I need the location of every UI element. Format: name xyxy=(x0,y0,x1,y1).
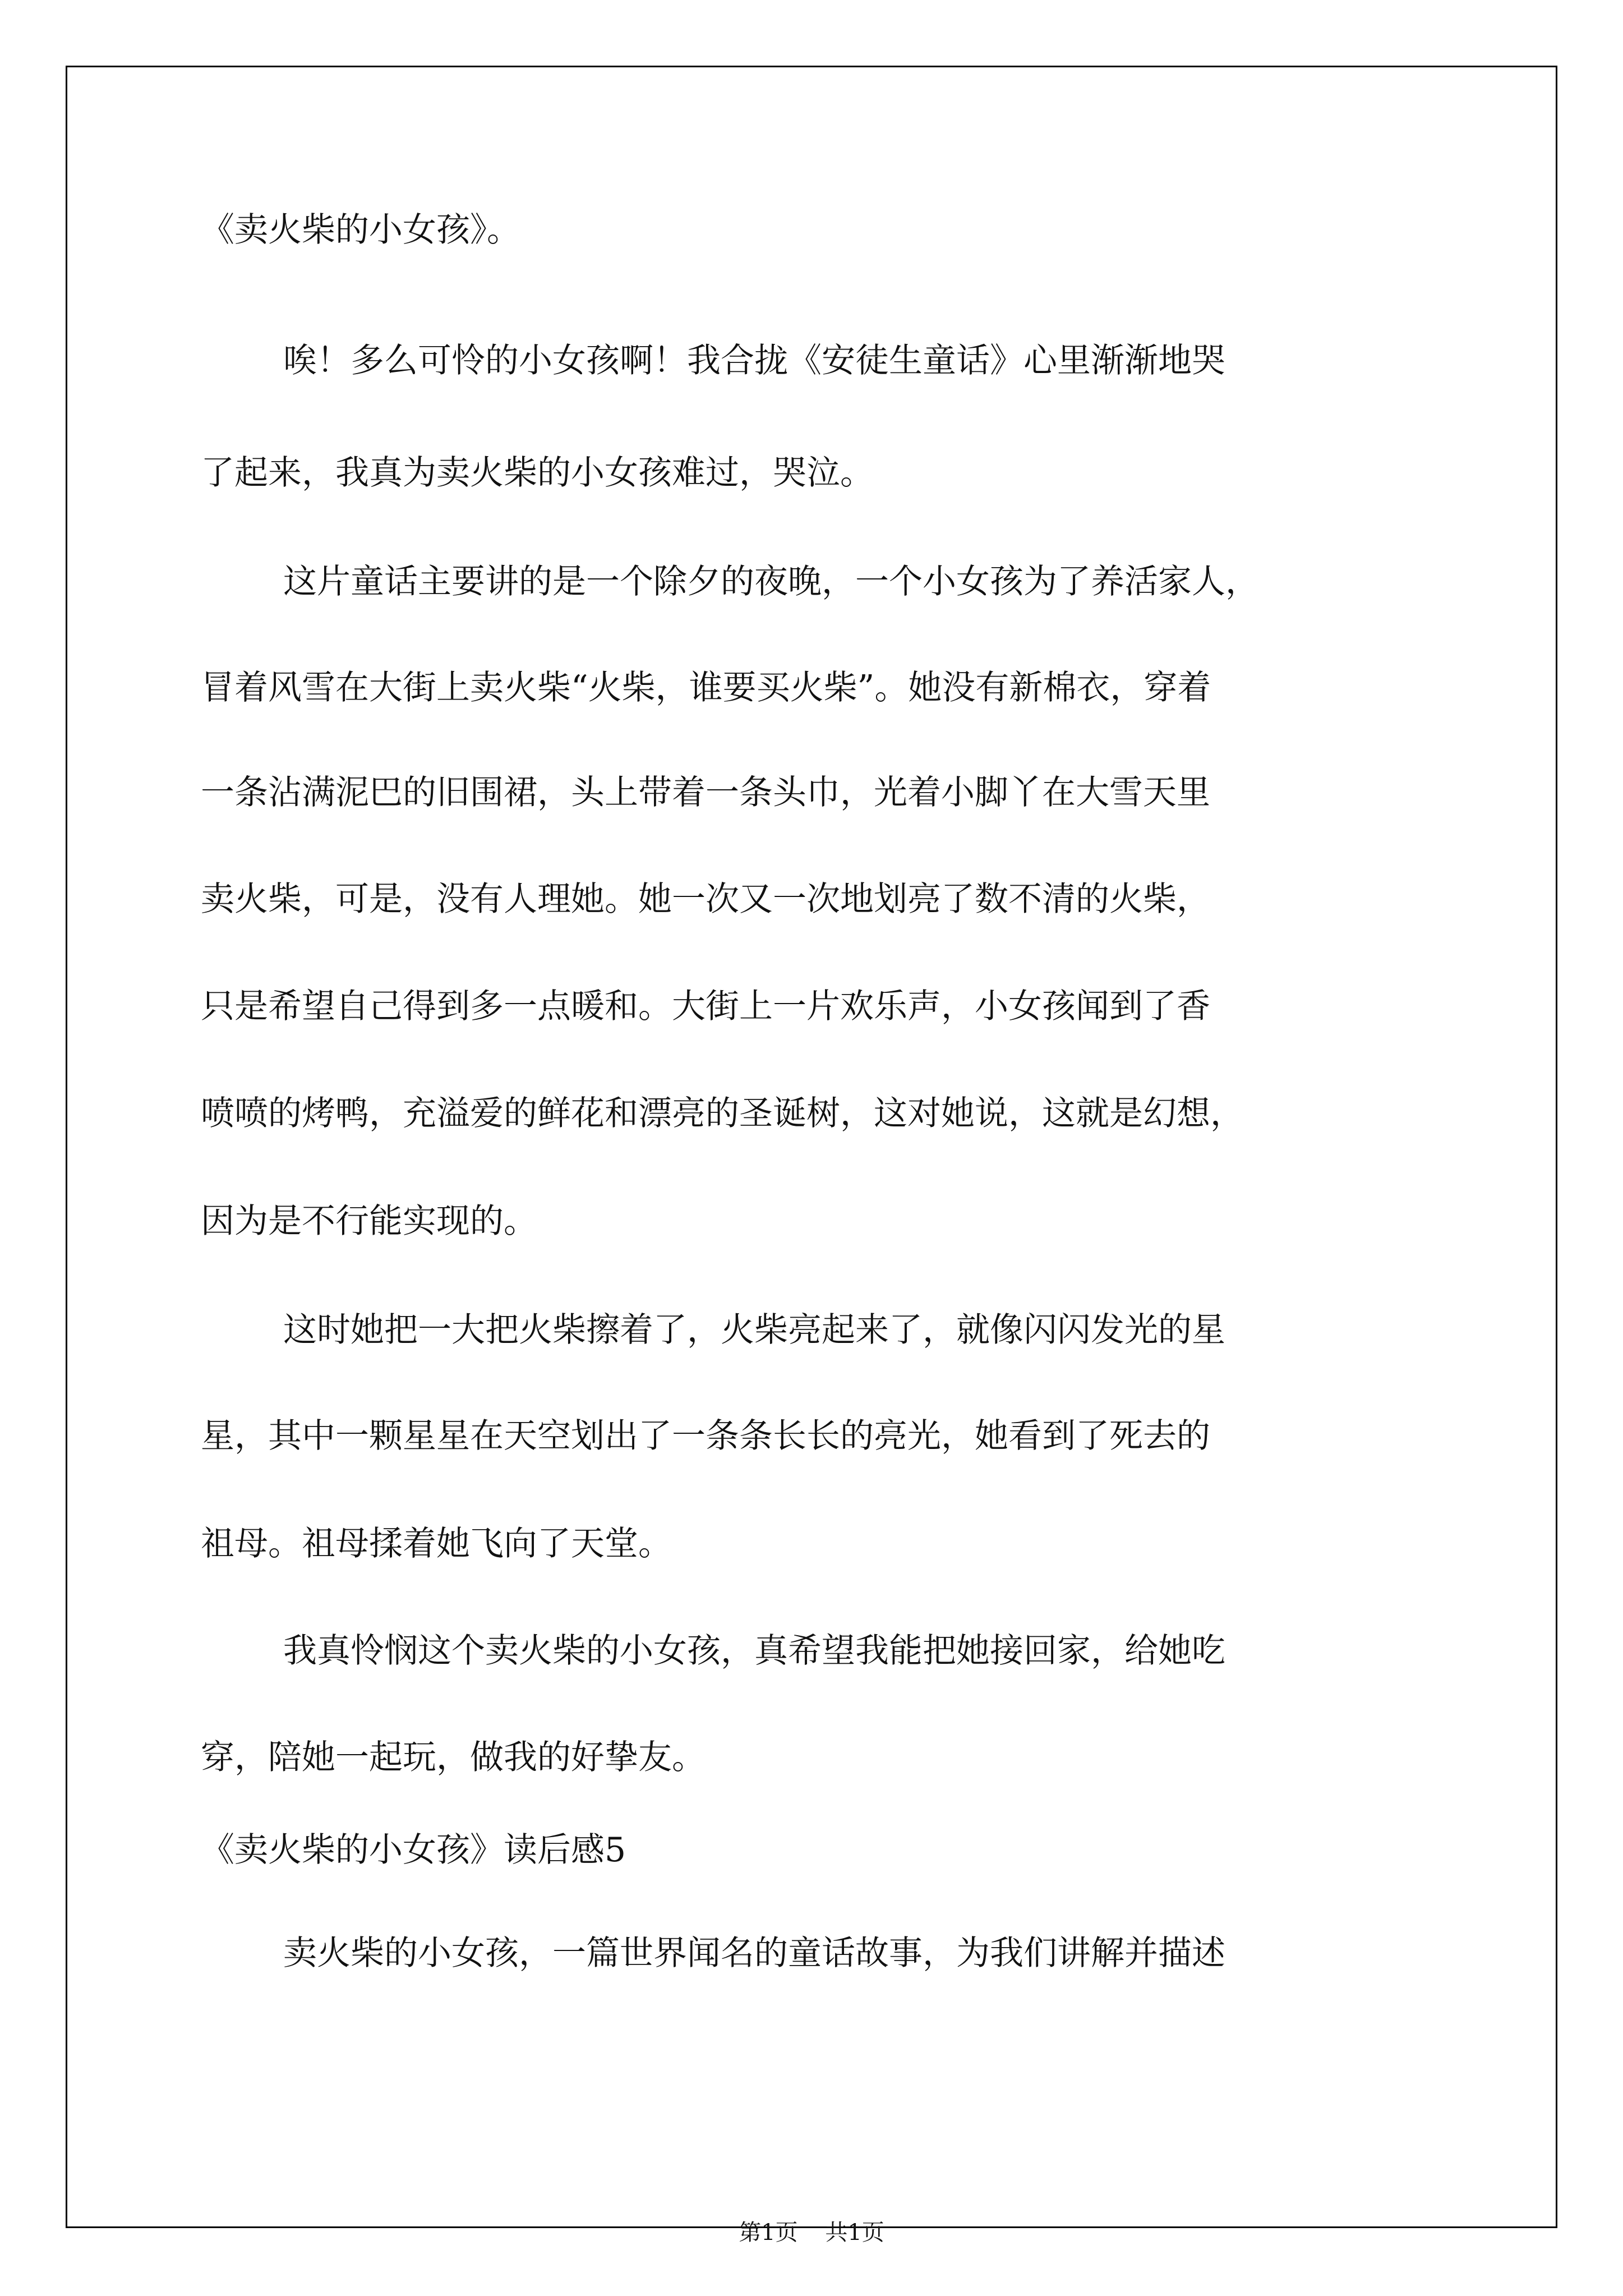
page-border xyxy=(66,66,1557,2228)
paragraph-line: 这时她把一大把火柴擦着了，火柴亮起来了，就像闪闪发光的星 xyxy=(283,1310,1225,1350)
text-line: 喷喷的烤鸭，充溢爱的鲜花和漂亮的圣诞树，这对她说，这就是幻想， xyxy=(201,1094,1244,1133)
page-footer xyxy=(0,2219,1623,2247)
text-line: 星，其中一颗星星在天空划出了一条条长长的亮光，她看到了死去的 xyxy=(201,1416,1210,1456)
paragraph-line: 我真怜悯这个卖火柴的小女孩，真希望我能把她接回家，给她吃 xyxy=(283,1631,1225,1671)
paragraph-line: 卖火柴的小女孩，一篇世界闻名的童话故事，为我们讲解并描述 xyxy=(283,1934,1225,1973)
text-line: 一条沾满泥巴的旧围裙，头上带着一条头巾，光着小脚丫在大雪天里 xyxy=(201,773,1210,812)
page-total: 共1页 xyxy=(825,2220,884,2246)
page-number: 第1页 xyxy=(739,2220,798,2246)
text-line: 冒着风雪在大街上卖火柴“火柴，谁要买火柴”。她没有新棉衣，穿着 xyxy=(201,668,1211,707)
text-line: 了起来，我真为卖火柴的小女孩难过，哭泣。 xyxy=(201,453,874,493)
paragraph-line: 这片童话主要讲的是一个除夕的夜晚，一个小女孩为了养活家人， xyxy=(283,562,1259,601)
text-line: 《卖火柴的小女孩》。 xyxy=(201,210,520,250)
text-line: 卖火柴，可是，没有人理她。她一次又一次地划亮了数不清的火柴， xyxy=(201,880,1210,919)
text-line: 因为是不行能实现的。 xyxy=(201,1202,537,1241)
text-line: 穿，陪她一起玩，做我的好挚友。 xyxy=(201,1738,706,1777)
paragraph-line: 唉！多么可怜的小女孩啊！我合拢《安徒生童话》心里渐渐地哭 xyxy=(283,341,1225,380)
text-line: 祖母。祖母揉着她飞向了天堂。 xyxy=(201,1524,672,1563)
section-heading: 《卖火柴的小女孩》读后感5 xyxy=(201,1830,626,1870)
text-line: 只是希望自己得到多一点暖和。大街上一片欢乐声，小女孩闻到了香 xyxy=(201,987,1210,1026)
